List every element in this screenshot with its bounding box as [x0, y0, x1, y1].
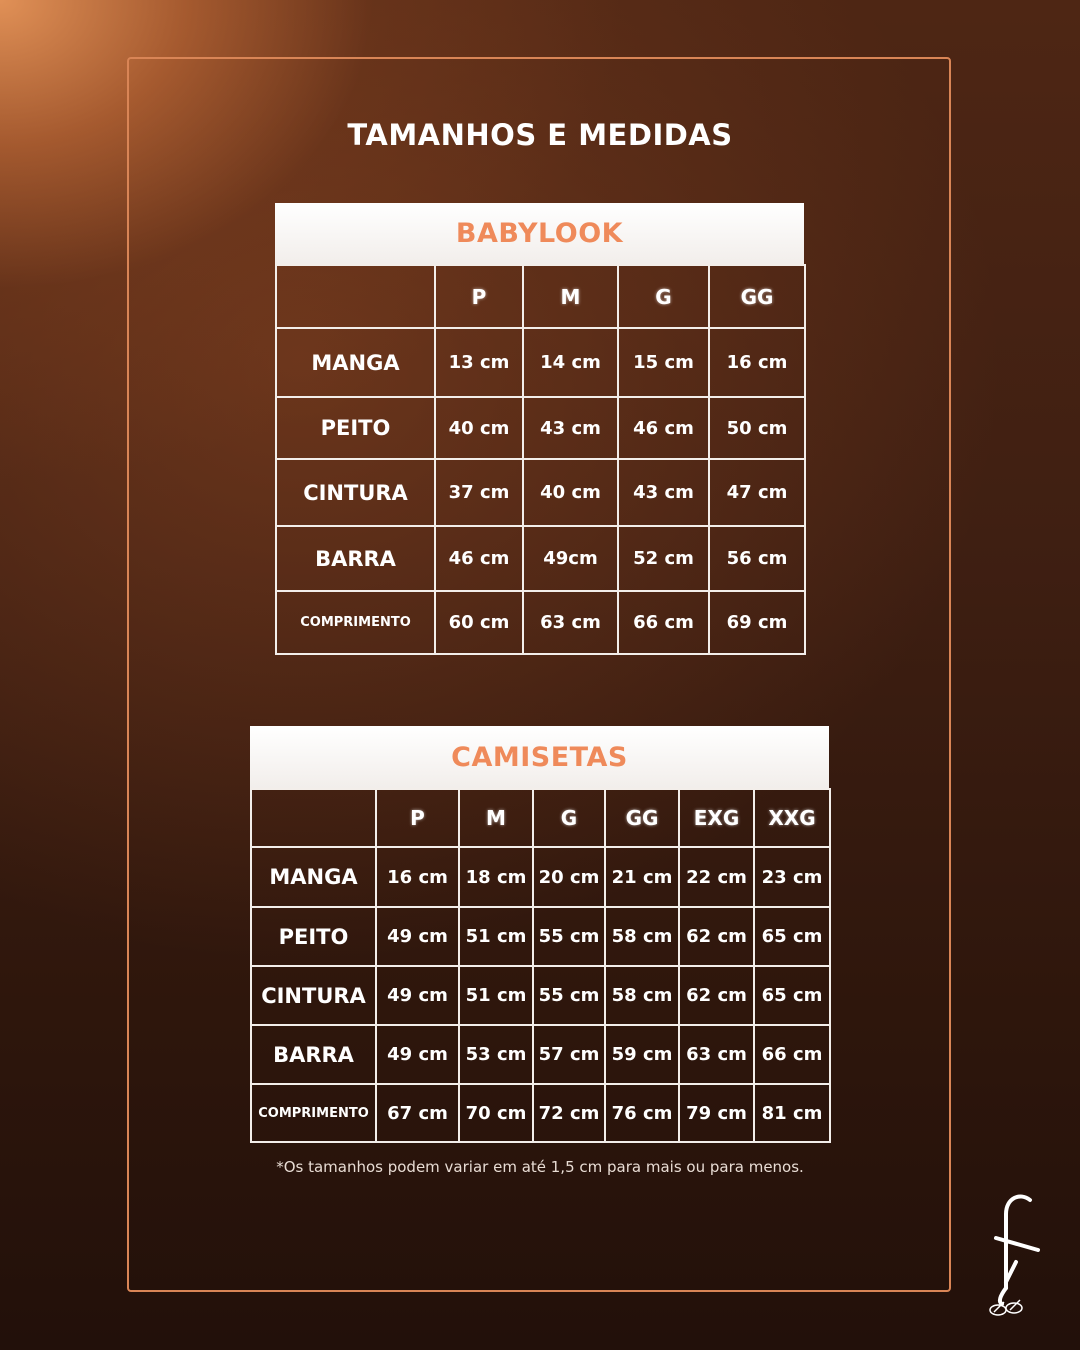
measure-cell: 62 cm: [679, 966, 754, 1025]
table-row: [251, 847, 830, 907]
table-row: [251, 907, 830, 966]
camisetas-grid: [250, 788, 831, 1143]
measure-cell: 62 cm: [679, 907, 754, 966]
measure-cell: 46 cm: [618, 397, 709, 459]
measure-cell: 14 cm: [523, 328, 618, 397]
measure-cell: 76 cm: [605, 1084, 679, 1142]
measure-cell: 55 cm: [533, 966, 605, 1025]
measure-cell: 15 cm: [618, 328, 709, 397]
size-header: M: [523, 265, 618, 328]
measure-cell: 47 cm: [709, 459, 805, 526]
row-label: PEITO: [276, 397, 435, 459]
table-row: [276, 591, 805, 654]
measure-cell: 18 cm: [459, 847, 533, 907]
measure-cell: 59 cm: [605, 1025, 679, 1084]
measure-cell: 49 cm: [376, 966, 459, 1025]
measure-cell: 43 cm: [523, 397, 618, 459]
row-label: PEITO: [251, 907, 376, 966]
size-header: G: [618, 265, 709, 328]
measure-cell: 49cm: [523, 526, 618, 591]
measure-cell: 56 cm: [709, 526, 805, 591]
measure-cell: 40 cm: [523, 459, 618, 526]
size-header: GG: [605, 789, 679, 847]
size-header: G: [533, 789, 605, 847]
measure-cell: 63 cm: [523, 591, 618, 654]
measure-cell: 20 cm: [533, 847, 605, 907]
table-row: [251, 1025, 830, 1084]
measure-cell: 16 cm: [709, 328, 805, 397]
measure-cell: 16 cm: [376, 847, 459, 907]
size-header: GG: [709, 265, 805, 328]
measure-cell: 66 cm: [754, 1025, 830, 1084]
measure-cell: 55 cm: [533, 907, 605, 966]
measure-cell: 72 cm: [533, 1084, 605, 1142]
camisetas-header-row: [251, 789, 830, 847]
measure-cell: 57 cm: [533, 1025, 605, 1084]
measure-cell: 66 cm: [618, 591, 709, 654]
row-label: CINTURA: [276, 459, 435, 526]
measure-cell: 51 cm: [459, 966, 533, 1025]
measure-cell: 65 cm: [754, 966, 830, 1025]
table-row: [276, 397, 805, 459]
size-header: XXG: [754, 789, 830, 847]
measure-cell: 69 cm: [709, 591, 805, 654]
measure-cell: 40 cm: [435, 397, 523, 459]
measure-cell: 58 cm: [605, 907, 679, 966]
measure-cell: 58 cm: [605, 966, 679, 1025]
measure-cell: 65 cm: [754, 907, 830, 966]
measure-cell: 51 cm: [459, 907, 533, 966]
size-header: M: [459, 789, 533, 847]
measure-cell: 21 cm: [605, 847, 679, 907]
measure-cell: 67 cm: [376, 1084, 459, 1142]
measure-cell: 79 cm: [679, 1084, 754, 1142]
measure-cell: 52 cm: [618, 526, 709, 591]
measure-cell: 49 cm: [376, 1025, 459, 1084]
page-title: TAMANHOS E MEDIDAS: [347, 118, 733, 152]
measure-cell: 23 cm: [754, 847, 830, 907]
brand-logo-icon: [984, 1192, 1050, 1320]
measure-cell: 60 cm: [435, 591, 523, 654]
row-label: MANGA: [251, 847, 376, 907]
size-header: EXG: [679, 789, 754, 847]
measure-cell: 49 cm: [376, 907, 459, 966]
row-label: CINTURA: [251, 966, 376, 1025]
camisetas-title: CAMISETAS: [250, 726, 829, 788]
babylook-title: BABYLOOK: [275, 203, 804, 264]
babylook-header-row: [276, 265, 805, 328]
measure-cell: 43 cm: [618, 459, 709, 526]
table-row: [276, 526, 805, 591]
size-header: P: [376, 789, 459, 847]
babylook-table: [275, 203, 804, 655]
table-row: [276, 459, 805, 526]
row-label: COMPRIMENTO: [276, 591, 435, 654]
table-row: [276, 328, 805, 397]
measure-cell: 63 cm: [679, 1025, 754, 1084]
measure-cell: 81 cm: [754, 1084, 830, 1142]
measure-cell: 46 cm: [435, 526, 523, 591]
row-label: MANGA: [276, 328, 435, 397]
babylook-grid: [275, 264, 806, 655]
footnote: *Os tamanhos podem variar em até 1,5 cm para mais ou para menos.: [276, 1158, 804, 1176]
measure-cell: 50 cm: [709, 397, 805, 459]
camisetas-table: [250, 726, 829, 1143]
row-label: BARRA: [276, 526, 435, 591]
row-label: COMPRIMENTO: [251, 1084, 376, 1142]
size-header: P: [435, 265, 523, 328]
table-row: [251, 1084, 830, 1142]
measure-cell: 22 cm: [679, 847, 754, 907]
corner-cell: [251, 789, 376, 847]
measure-cell: 70 cm: [459, 1084, 533, 1142]
row-label: BARRA: [251, 1025, 376, 1084]
measure-cell: 53 cm: [459, 1025, 533, 1084]
corner-cell: [276, 265, 435, 328]
measure-cell: 13 cm: [435, 328, 523, 397]
table-row: [251, 966, 830, 1025]
measure-cell: 37 cm: [435, 459, 523, 526]
